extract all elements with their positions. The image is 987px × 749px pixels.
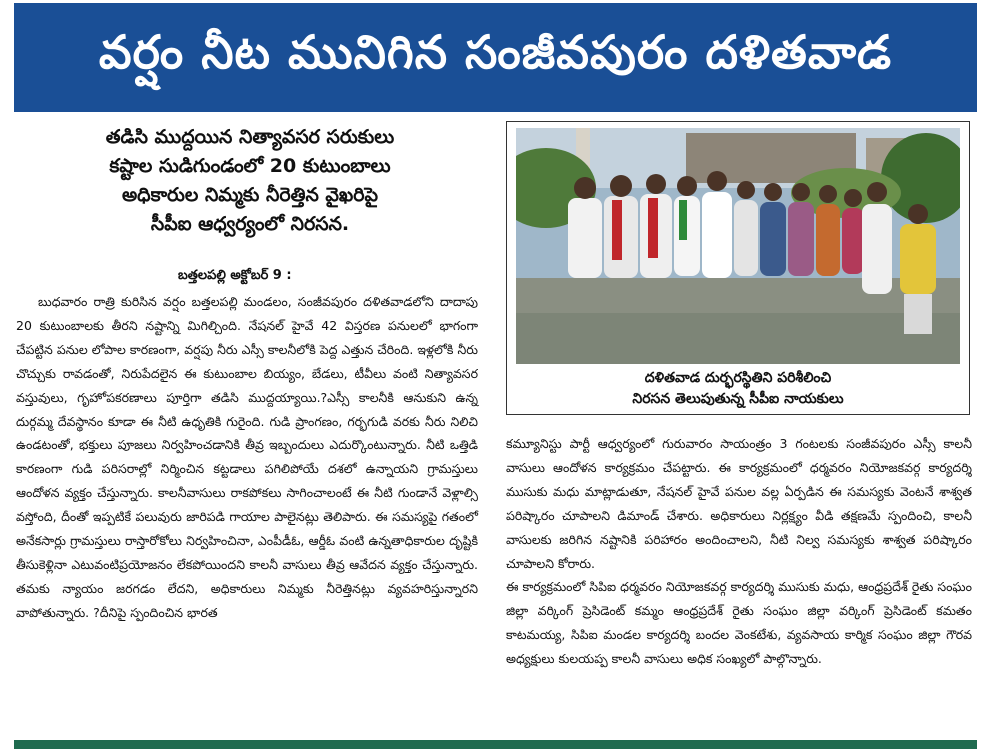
subheadline-2: కష్టాల సుడిగుండంలో 20 కుటుంబాలు xyxy=(109,155,391,177)
bottom-bar xyxy=(14,740,977,749)
headline: వర్షం నీట మునిగిన సంజీవపురం దళితవాడ xyxy=(98,24,893,79)
dateline: బత్తలపల్లి అక్టోబర్ 9 : xyxy=(178,268,292,283)
article-column-left xyxy=(16,290,478,625)
subheadlines xyxy=(30,123,470,239)
article-paragraph: బుధవారం రాత్రి కురిసిన వర్షం బత్తలపల్లి మండలం, సంజీవపురం దళితవాడలోని దాదాపు 20 కుటుంబాలకు తీరని నష్టాన్ని మిగిల్చింది. నేషనల్ హైవే 42 విస్తరణ పనులలో భాగంగా చేపట్టిన పనుల లోపాల కారణంగా, వర్షపు నీరు ఎస్సీ కాలనీలోకి పెద్ద ఎత్తున చేరింది. ఇళ్లలోకి నీరు చొచ్చుకు రావడంతో, నిరుపేదలైన ఈ కుటుంబాల బియ్యం, బేడలు, టీవీలు వంటి నిత్యావసర వస్తువులు, గృహోపకరణాలు పూర్తిగా తడిసి ముద్దయ్యాయి.?ఎస్సీ కాలనీకి ఆనుకుని ఉన్న దుర్గమ్మ దేవస్థానం కూడా ఈ నీటి ఉధృతికి గురైంది. గుడి ప్రాంగణం, గర్భగుడి వరకు నీరు నిలిచి ఉండటంతో, భక్తులు పూజలు నిర్వహించడానికి తీవ్ర ఇబ్బందులు ఎదుర్కొంటున్నారు. నీటి ఒత్తిడి కారణంగా గుడి పరిసరాల్లో నిర్మించిన కట్టడాలు పగిలిపోయే దశలో ఉన్నాయని గ్రామస్తులు ఆందోళన వ్యక్తం చేస్తున్నారు. కాలనీవాసులు రాకపోకలు సాగించాలంటే ఈ నీటి గుండానే వెళ్లాల్సి వస్తోంది, దీంతో ఇప్పటికే పలువురు జారిపడి గాయాల పాలైనట్లు తెలిపారు. ఈ సమస్యపై గతంలో అనేకసార్లు గ్రామస్తులు రాస్తారోకోలు నిర్వహించినా, ఎంపీడీఓ, ఆర్డీఓ వంటి ఉన్నతాధికారుల దృష్టికి తీసుకెళ్లినా ఎటువంటిప్రయోజనం లేకపోయిందని కాలనీ వాసులు తీవ్ర ఆవేదన వ్యక్తం చేస్తున్నారు. తమకు న్యాయం జరగడం లేదని, అధికారులు నిమ్మకు నీరెత్తినట్లు వ్యవహరిస్తున్నారని వాపోతున్నారు. ?దీనిపై స్పందించిన భారత xyxy=(16,294,478,620)
news-photo xyxy=(516,128,960,364)
article-paragraph: ఈ కార్యక్రమంలో సిపిఐ ధర్మవరం నియోజకవర్గ కార్యదర్శి ముసుకు మధు, ఆంధ్రప్రదేశ్ రైతు సంఘం జిల్లా వర్కింగ్ ప్రెసిడెంట్ కమ్మం ఆంధ్రప్రదేశ్ రైతు సంఘం జిల్లా వర్కింగ్ ప్రెసిడెంట్ కమతం కాటమయ్య, సిపిఐ మండల కార్యదర్శి బందల వెంకటేశు, వ్యవసాయ కార్మిక సంఘం జిల్లా గౌరవ అధ్యక్షులు కులయప్ప కాలనీ వాసులు అధిక సంఖ్యలో పాల్గొన్నారు. xyxy=(506,579,972,667)
photo-caption xyxy=(516,368,960,410)
photo-caption-line-1: దళితవాడ దుర్భరస్థితిని పరిశీలించి xyxy=(644,370,832,386)
subheadline-4: సీపీఐ ఆధ్వర్యంలో నిరసన. xyxy=(150,213,350,235)
article-paragraph: కమ్యూనిస్టు పార్టీ ఆధ్వర్యంలో గురువారం సాయంత్రం 3 గంటలకు సంజీవపురం ఎస్సీ కాలనీ వాసులు ఆందోళన కార్యక్రమం చేపట్టారు. ఈ కార్యక్రమంలో ధర్మవరం నియోజకవర్గ కార్యదర్శి ముసుకు మధు మాట్లాడుతూ, నేషనల్ హైవే పనుల వల్ల ఏర్పడిన ఈ సమస్యకు వెంటనే శాశ్వత పరిష్కారం చూపాలని డిమాండ్ చేశారు. అధికారులు నిర్లక్ష్యం వీడి తక్షణమే స్పందించి, కాలనీ వాసులకు జరిగిన నష్టానికి పరిహారం అందించాలని, నీటి నిల్వ సమస్యకు శాశ్వత పరిష్కారం చూపాలని కోరారు. xyxy=(506,436,972,571)
subheadline-3: అధికారుల నిమ్మకు నీరెత్తిన వైఖరిపై xyxy=(121,184,379,206)
subheadline-1: తడిసి ముద్దయిన నిత్యావసర సరుకులు xyxy=(105,126,395,148)
protest-photo-illustration xyxy=(516,128,960,364)
photo-frame xyxy=(506,121,970,415)
photo-caption-line-2: నిరసన తెలుపుతున్న సీపీఐ నాయకులు xyxy=(632,391,844,407)
article-column-right xyxy=(506,432,972,671)
headline-banner xyxy=(14,3,977,112)
